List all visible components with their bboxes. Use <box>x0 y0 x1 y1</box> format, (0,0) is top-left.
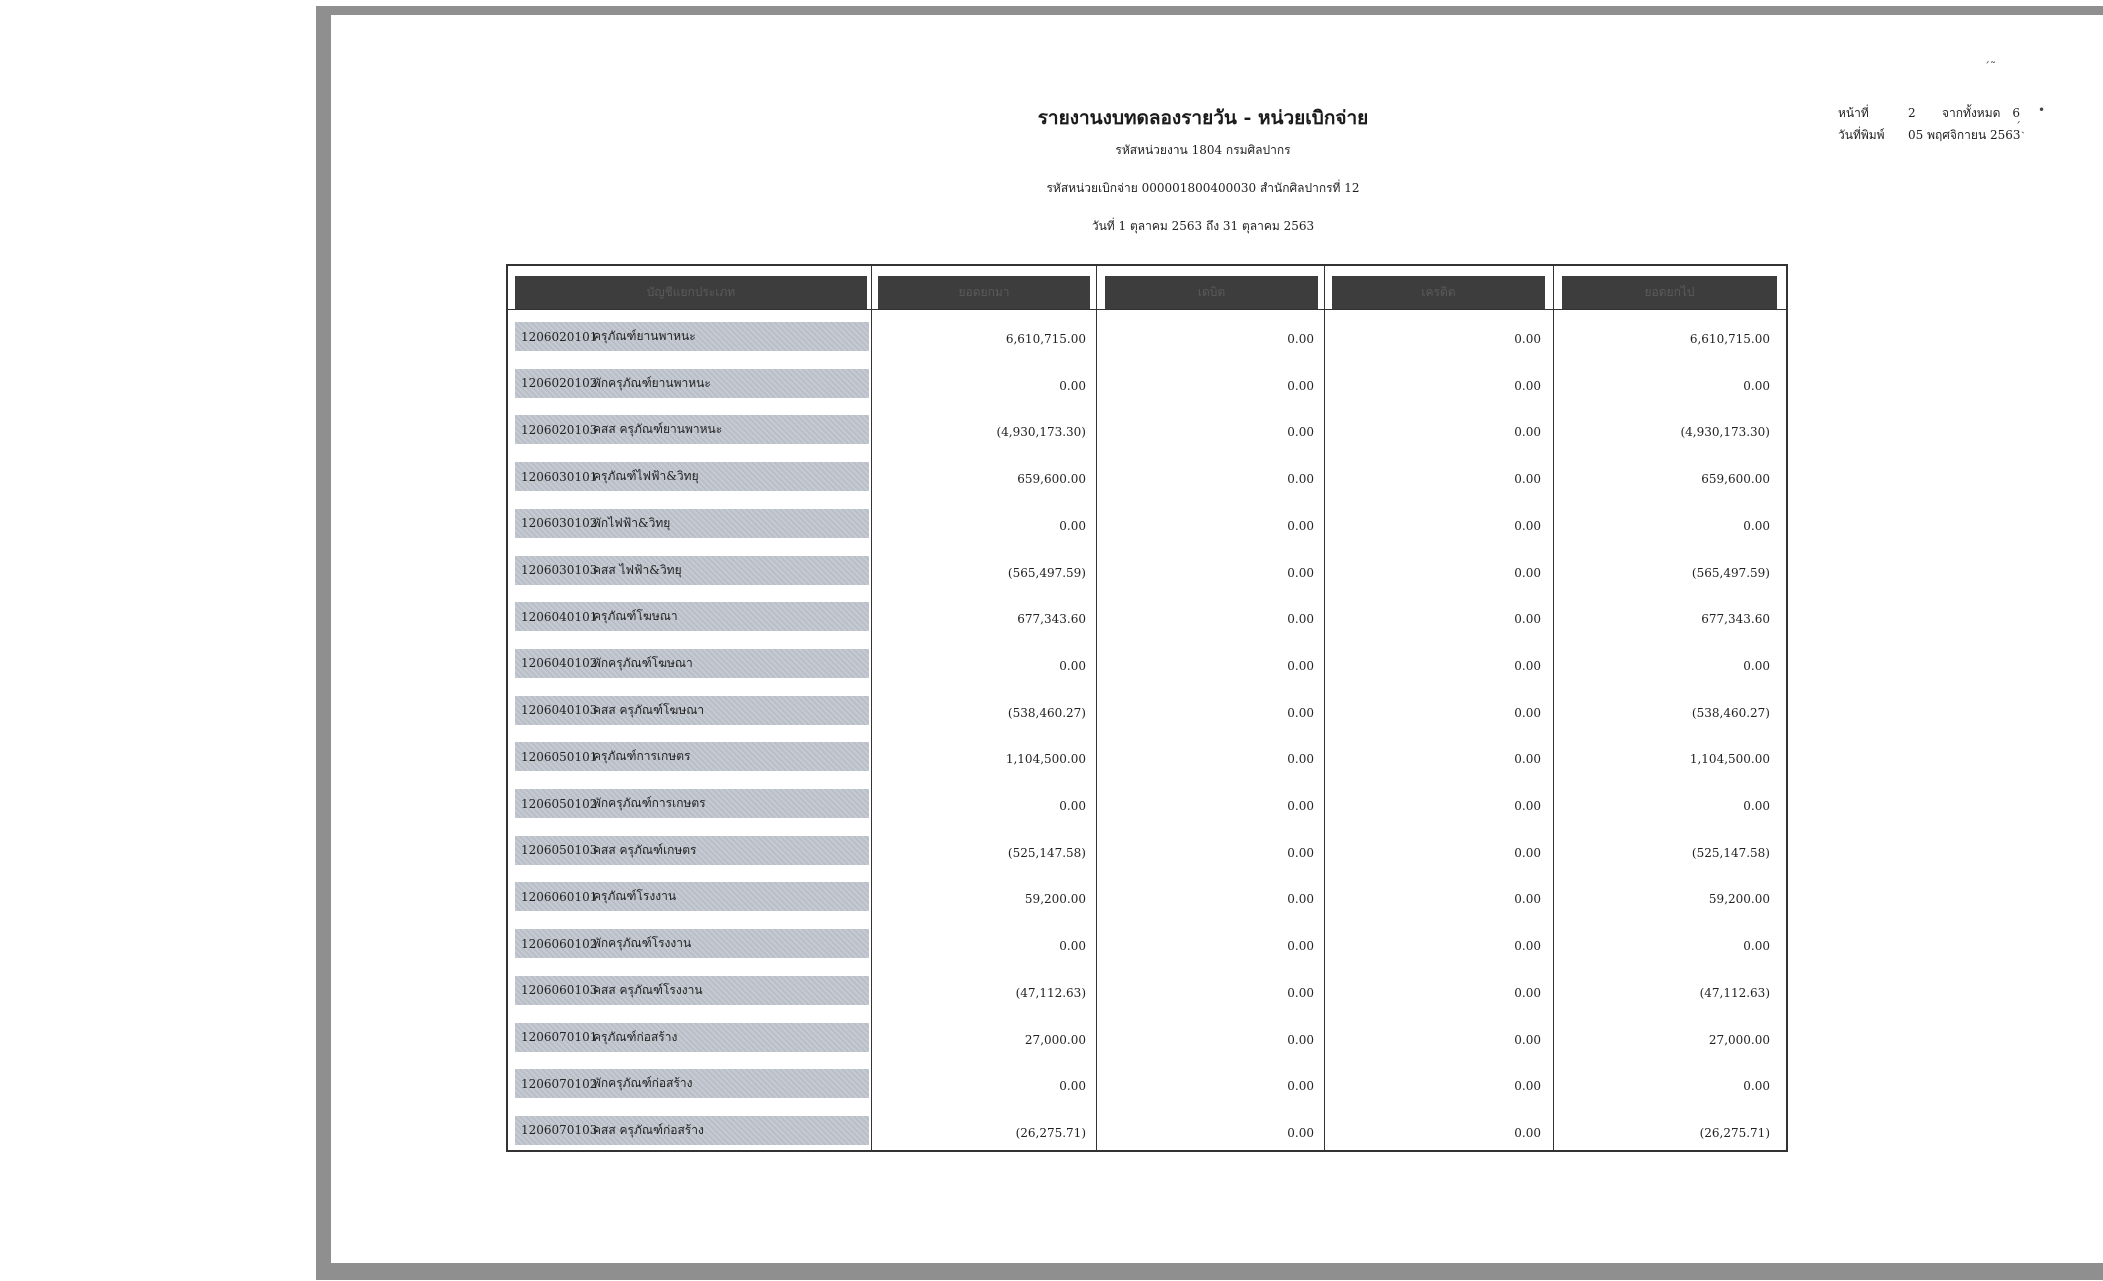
account-name: ครุภัณฑ์ยานพาหนะ <box>593 329 696 343</box>
table-row <box>508 874 1786 920</box>
opening-balance: 0.00 <box>1059 939 1086 954</box>
closing-balance: 659,600.00 <box>1701 472 1770 487</box>
closing-balance: 59,200.00 <box>1708 892 1770 907</box>
page-number: 2 <box>1908 106 1916 120</box>
credit-amount: 0.00 <box>1514 378 1541 393</box>
credit-amount: 0.00 <box>1514 845 1541 860</box>
credit-amount: 0.00 <box>1514 939 1541 954</box>
account-code: 1206070101 <box>521 1030 598 1044</box>
account-name: พักครุภัณฑ์โฆษณา <box>593 655 693 670</box>
debit-amount: 0.00 <box>1287 658 1314 673</box>
credit-amount: 0.00 <box>1514 1079 1541 1094</box>
column-header-debit: เดบิต <box>1105 276 1318 309</box>
table-row <box>508 921 1786 967</box>
opening-balance: (525,147.58) <box>1007 845 1086 860</box>
closing-balance: 0.00 <box>1743 799 1770 813</box>
account-code: 1206060101 <box>521 889 598 904</box>
account-name: พักครุภัณฑ์โรงงาน <box>593 936 692 951</box>
account-name: พักไฟฟ้า&วิทยุ <box>593 515 671 530</box>
account-cell <box>515 509 869 538</box>
column-header-closing: ยอดยกไป <box>1562 276 1777 309</box>
account-name: คสส ครุภัณฑ์เกษตร <box>593 842 697 857</box>
column-header-credit: เครดิต <box>1332 276 1545 309</box>
account-cell <box>515 882 869 911</box>
credit-amount: 0.00 <box>1514 985 1541 1000</box>
column-header-opening: ยอดยกมา <box>878 276 1090 309</box>
account-cell <box>515 836 869 865</box>
account-cell <box>515 976 869 1005</box>
table-row <box>508 641 1786 687</box>
debit-amount: 0.00 <box>1287 705 1314 720</box>
table-row <box>508 314 1786 360</box>
account-name: คสส ครุภัณฑ์โฆษณา <box>593 702 705 717</box>
account-code: 1206030103 <box>521 563 598 577</box>
account-code: 1206040101 <box>521 609 598 624</box>
closing-balance: (4,930,173.30) <box>1680 425 1770 440</box>
opening-balance: 6,610,715.00 <box>1005 332 1086 346</box>
account-cell <box>515 789 869 818</box>
credit-amount: 0.00 <box>1514 752 1541 767</box>
account-name: คสส ครุภัณฑ์ยานพาหนะ <box>593 422 723 437</box>
table-row <box>508 361 1786 407</box>
debit-amount: 0.00 <box>1287 565 1314 580</box>
table-row <box>508 828 1786 874</box>
opening-balance: 0.00 <box>1059 1079 1086 1094</box>
trial-balance-table <box>506 264 1788 1152</box>
table-row <box>508 501 1786 547</box>
credit-amount: 0.00 <box>1514 425 1541 440</box>
account-code: 1206060103 <box>521 983 598 998</box>
debit-amount: 0.00 <box>1287 472 1314 487</box>
account-cell <box>515 1069 869 1098</box>
account-name: พักครุภัณฑ์ยานพาหนะ <box>593 375 711 390</box>
debit-amount: 0.00 <box>1287 799 1314 813</box>
page-label: หน้าที่ <box>1838 106 1869 120</box>
account-name: คสส ครุภัณฑ์โรงงาน <box>593 982 703 997</box>
closing-balance: 0.00 <box>1743 378 1770 393</box>
account-code: 1206040102 <box>521 656 598 671</box>
credit-amount: 0.00 <box>1514 518 1541 533</box>
account-cell <box>515 1023 869 1052</box>
closing-balance: (525,147.58) <box>1691 845 1770 860</box>
pen-mark: ˊˏ <box>2015 120 2025 134</box>
account-name: ครุภัณฑ์ไฟฟ้า&วิทยุ <box>593 469 699 484</box>
account-code: 1206050101 <box>521 749 598 764</box>
table-row <box>508 407 1786 453</box>
opening-balance: 0.00 <box>1059 658 1086 673</box>
credit-amount: 0.00 <box>1514 1032 1541 1047</box>
table-row <box>508 1061 1786 1107</box>
account-name: ครุภัณฑ์ก่อสร้าง <box>593 1029 678 1044</box>
account-code: 1206030102 <box>521 516 598 531</box>
column-header-account: บัญชีแยกประเภท <box>515 276 867 309</box>
account-name: ครุภัณฑ์โรงงาน <box>593 889 677 904</box>
opening-balance: 659,600.00 <box>1017 472 1086 487</box>
account-code: 1206050102 <box>521 796 598 811</box>
closing-balance: 0.00 <box>1743 518 1770 533</box>
print-date-label: วันที่พิมพ์ <box>1838 128 1885 142</box>
debit-amount: 0.00 <box>1287 1032 1314 1047</box>
total-label: จากทั้งหมด <box>1942 106 2001 120</box>
debit-amount: 0.00 <box>1287 378 1314 393</box>
debit-amount: 0.00 <box>1287 612 1314 627</box>
table-row <box>508 781 1786 827</box>
opening-balance: 0.00 <box>1059 518 1086 533</box>
table-row <box>508 594 1786 640</box>
closing-balance: 0.00 <box>1743 658 1770 673</box>
opening-balance: 1,104,500.00 <box>1005 752 1086 767</box>
debit-amount: 0.00 <box>1287 752 1314 767</box>
table-row <box>508 548 1786 594</box>
opening-balance: (26,275.71) <box>1015 1125 1086 1140</box>
credit-amount: 0.00 <box>1514 565 1541 580</box>
table-row <box>508 968 1786 1014</box>
debit-amount: 0.00 <box>1287 939 1314 954</box>
opening-balance: (47,112.63) <box>1015 985 1086 1000</box>
debit-amount: 0.00 <box>1287 845 1314 860</box>
account-code: 1206020103 <box>521 422 598 437</box>
debit-amount: 0.00 <box>1287 518 1314 533</box>
account-name: คสส ครุภัณฑ์ก่อสร้าง <box>593 1122 704 1137</box>
account-cell <box>515 742 869 771</box>
closing-balance: 0.00 <box>1743 939 1770 954</box>
closing-balance: 1,104,500.00 <box>1689 752 1770 767</box>
account-cell <box>515 649 869 678</box>
debit-amount: 0.00 <box>1287 985 1314 1000</box>
debit-amount: 0.00 <box>1287 892 1314 907</box>
account-cell <box>515 462 869 491</box>
closing-balance: 6,610,715.00 <box>1689 332 1770 346</box>
table-row <box>508 454 1786 500</box>
agency-line: รหัสหน่วยงาน 1804 กรมศิลปากร <box>1115 143 1291 157</box>
account-name: ครุภัณฑ์โฆษณา <box>593 609 678 624</box>
closing-balance: (538,460.27) <box>1691 705 1770 720</box>
account-name: พักครุภัณฑ์ก่อสร้าง <box>593 1076 693 1091</box>
total-pages: 6 <box>2012 106 2021 120</box>
account-code: 1206060102 <box>521 936 598 951</box>
print-date: 05 พฤศจิกายน 2563 <box>1908 128 2021 142</box>
credit-amount: 0.00 <box>1514 658 1541 673</box>
debit-amount: 0.00 <box>1287 425 1314 440</box>
opening-balance: (4,930,173.30) <box>996 425 1086 440</box>
opening-balance: (565,497.59) <box>1007 565 1086 580</box>
account-code: 1206070103 <box>521 1123 598 1138</box>
account-code: 1206020102 <box>521 376 598 391</box>
opening-balance: 0.00 <box>1059 378 1086 393</box>
debit-amount: 0.00 <box>1287 1125 1314 1140</box>
opening-balance: 59,200.00 <box>1024 892 1086 907</box>
table-row <box>508 688 1786 734</box>
closing-balance: 677,343.60 <box>1701 612 1770 627</box>
account-code: 1206020101 <box>521 329 598 344</box>
pen-mark: • <box>2038 103 2046 117</box>
opening-balance: 0.00 <box>1059 799 1086 813</box>
account-cell <box>515 369 869 398</box>
credit-amount: 0.00 <box>1514 705 1541 720</box>
table-row <box>508 1108 1786 1154</box>
debit-amount: 0.00 <box>1287 1079 1314 1094</box>
opening-balance: 677,343.60 <box>1017 612 1086 627</box>
account-code: 1206050103 <box>521 843 598 858</box>
credit-amount: 0.00 <box>1514 1125 1541 1140</box>
page-meta <box>1838 102 2021 146</box>
credit-amount: 0.00 <box>1514 799 1541 813</box>
debit-amount: 0.00 <box>1287 332 1314 346</box>
account-cell <box>515 415 869 444</box>
account-cell <box>515 602 869 631</box>
credit-amount: 0.00 <box>1514 332 1541 346</box>
table-row <box>508 1015 1786 1061</box>
closing-balance: (565,497.59) <box>1691 565 1770 580</box>
report-title: รายงานงบทดลองรายวัน - หน่วยเบิกจ่าย <box>1037 107 1369 129</box>
period-line: วันที่ 1 ตุลาคม 2563 ถึง 31 ตุลาคม 2563 <box>1091 219 1315 233</box>
header-separator <box>508 309 1786 310</box>
account-cell <box>515 696 869 725</box>
account-cell <box>515 929 869 958</box>
report-page <box>331 15 2103 1263</box>
account-cell <box>515 556 869 585</box>
closing-balance: (47,112.63) <box>1699 985 1770 1000</box>
account-name: คสส ไฟฟ้า&วิทยุ <box>593 562 682 577</box>
credit-amount: 0.00 <box>1514 892 1541 907</box>
account-name: พักครุภัณฑ์การเกษตร <box>593 796 706 810</box>
disbursing-unit-line: รหัสหน่วยเบิกจ่าย 000001800400030 สำนักศิลปากรที่ 12 <box>1046 181 1360 195</box>
account-cell <box>515 1116 869 1145</box>
credit-amount: 0.00 <box>1514 612 1541 627</box>
opening-balance: 27,000.00 <box>1024 1032 1086 1047</box>
account-name: ครุภัณฑ์การเกษตร <box>593 749 691 764</box>
closing-balance: (26,275.71) <box>1699 1125 1770 1140</box>
account-code: 1206040103 <box>521 703 598 718</box>
account-code: 1206030101 <box>521 469 598 484</box>
closing-balance: 27,000.00 <box>1708 1032 1770 1047</box>
account-cell <box>515 322 869 351</box>
table-row <box>508 734 1786 780</box>
closing-balance: 0.00 <box>1743 1079 1770 1094</box>
opening-balance: (538,460.27) <box>1007 705 1086 720</box>
account-code: 1206070102 <box>521 1076 598 1091</box>
pen-mark: ˊ˜ <box>1984 60 1996 74</box>
credit-amount: 0.00 <box>1514 472 1541 487</box>
